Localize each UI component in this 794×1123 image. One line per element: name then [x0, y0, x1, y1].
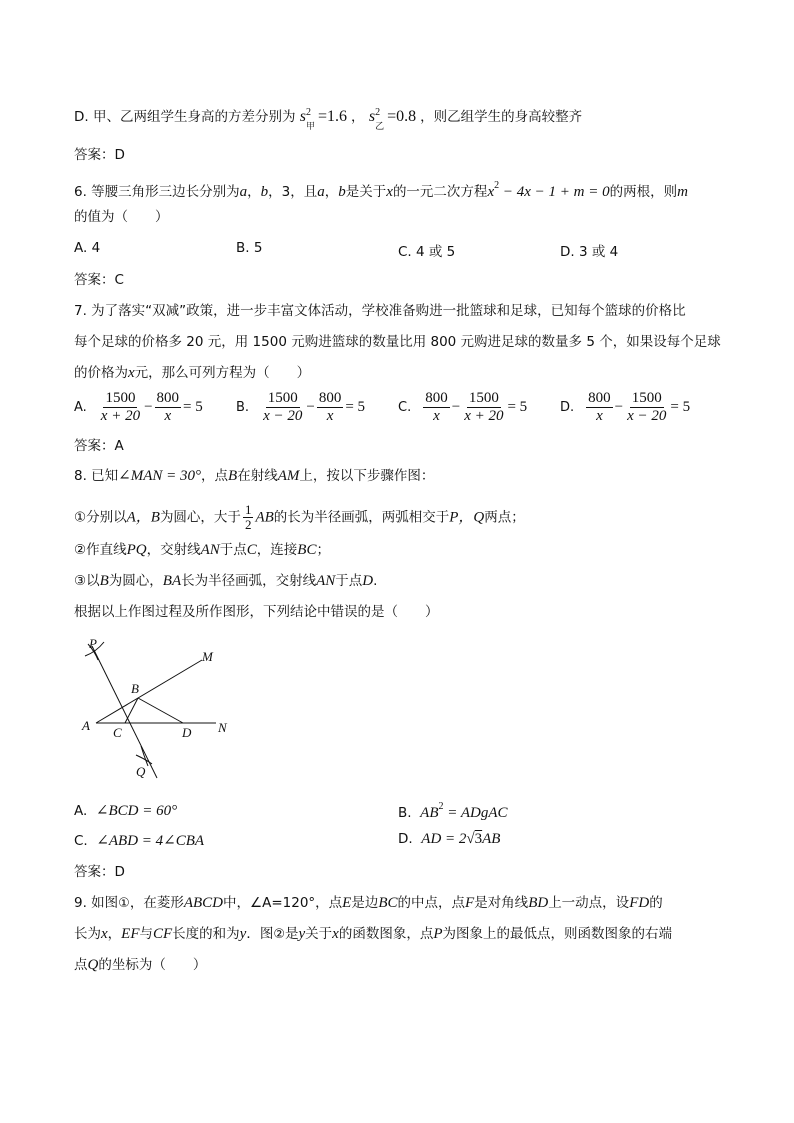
half: [243, 503, 254, 532]
var-m: m: [677, 184, 688, 200]
label: C.: [74, 833, 88, 849]
t: 为圆心，: [108, 573, 163, 589]
circled-1: ①: [118, 896, 130, 911]
t: 的中点，点: [397, 895, 466, 911]
sqrt-sign: √: [466, 831, 475, 847]
angle: ∠A=120°: [250, 895, 316, 911]
angle: ∠MAN = 30°: [118, 468, 202, 484]
ray: AN: [200, 542, 220, 558]
pts: P，Q: [449, 509, 485, 526]
t: 是: [285, 926, 299, 942]
ray: AM: [277, 468, 300, 484]
seg: CF: [153, 926, 173, 942]
q8-line1: [74, 467, 434, 485]
label-p: P: [89, 636, 97, 651]
seg: EF: [121, 926, 140, 942]
q7-option-d: [560, 390, 690, 425]
value: =0.8: [387, 108, 417, 125]
s-symbol: s: [368, 108, 376, 125]
label: B.: [398, 805, 412, 821]
q7-line1: 7. 为了落实“双减”政策，进一步丰富文体活动，学校准备购进一批篮球和足球，已知每个篮球的价格比: [74, 303, 686, 319]
pt: D: [362, 573, 374, 589]
q8-step1: [74, 503, 525, 532]
expr: [420, 801, 508, 821]
supsub: [375, 107, 387, 132]
var-b: b: [338, 184, 346, 200]
label-m: M: [202, 649, 213, 664]
circled-2: ②: [273, 927, 285, 942]
label: D.: [560, 400, 575, 415]
minus: −: [306, 399, 315, 415]
ad: AD = 2: [421, 831, 467, 847]
q7-option-c: [398, 390, 527, 425]
num: 1500: [267, 390, 298, 406]
seg: AB: [255, 509, 274, 526]
label-a: A: [82, 718, 90, 733]
minus: −: [451, 399, 461, 415]
t: ，3，且: [268, 184, 318, 200]
value: =1.6: [318, 108, 348, 125]
var-x: x: [386, 184, 393, 200]
label-b: B: [131, 681, 139, 696]
q8-answer: 答案：D: [74, 864, 125, 880]
q7-answer: 答案：A: [74, 438, 124, 454]
num: 1500: [468, 390, 499, 406]
line: PQ: [126, 542, 147, 558]
label: A.: [74, 803, 88, 819]
var-y: y: [298, 926, 306, 942]
q7-line2: 每个足球的价格多 20 元，用 1500 元购进篮球的数量比用 800 元购进足球的数量多 5 个，如果设每个足球: [74, 334, 721, 350]
t: 于点: [335, 573, 363, 589]
q6-line2: 的值为（ ）: [74, 209, 169, 225]
t: 中，: [223, 895, 250, 911]
var-y: y: [239, 926, 247, 942]
t: 长为: [74, 926, 101, 942]
fraction: [423, 390, 450, 425]
seg-bd: [138, 698, 183, 723]
t: ③以: [74, 573, 100, 589]
num: 800: [588, 390, 611, 406]
num: 800: [425, 390, 448, 406]
label-n: N: [218, 720, 227, 735]
option-tail: ，则乙组学生的身高较整齐: [420, 109, 583, 125]
var-x: x: [101, 926, 108, 942]
t: 长度的和为: [172, 926, 240, 942]
shape: ABCD: [183, 895, 223, 911]
radicand: 3: [474, 831, 483, 847]
eq-x: x: [487, 184, 495, 200]
sub: 乙: [375, 121, 385, 132]
q7-line3: [74, 364, 310, 382]
fraction: [586, 390, 613, 425]
q8-option-c: [74, 831, 204, 850]
var-a: a: [317, 184, 325, 200]
t: 是关于: [345, 184, 387, 200]
num: 1500: [631, 390, 662, 406]
sup: 2: [494, 180, 500, 191]
q6-option-d: D. 3 或 4: [560, 244, 619, 260]
expr: [421, 831, 500, 847]
equals: = 5: [507, 399, 528, 415]
t: 的长为半径画弧，两弧相交于: [273, 509, 450, 526]
pt: E: [342, 895, 352, 911]
t: 的函数图象，点: [338, 926, 434, 942]
equals: = 5: [670, 399, 691, 415]
rest: = ADgAC: [443, 805, 508, 821]
seg: BC: [297, 542, 317, 558]
t: 关于: [305, 926, 333, 942]
ray-am: [96, 660, 202, 723]
t: 8. 已知: [74, 468, 119, 484]
t: 长为半径画弧，交射线: [181, 573, 317, 589]
minus: −: [144, 399, 153, 415]
pt: F: [465, 895, 475, 911]
t: ，点: [315, 895, 343, 911]
line-pq: [92, 646, 157, 778]
q9-line3: [74, 956, 206, 974]
q9-line1: [74, 894, 663, 913]
supsub: [306, 107, 318, 132]
q7-option-b: [236, 390, 365, 425]
q6-option-b: B. 5: [236, 240, 263, 256]
t: ．图: [246, 926, 274, 942]
var-a: a: [239, 184, 248, 200]
pt: B: [99, 573, 109, 589]
t: 是边: [351, 895, 379, 911]
label-c: C: [113, 725, 122, 740]
t: 的: [649, 895, 663, 911]
t: ，点: [201, 468, 229, 484]
equals: = 5: [183, 399, 203, 415]
den: x + 20: [100, 408, 141, 424]
t: 与: [139, 926, 153, 942]
variance-yi: [368, 107, 420, 132]
q6-line1: [74, 177, 688, 201]
pt: P: [433, 926, 443, 942]
den: x − 20: [627, 408, 667, 424]
seg: BD: [528, 895, 549, 911]
q8-option-a: [74, 801, 177, 820]
sup: 2: [375, 107, 381, 119]
t: ，: [247, 184, 261, 200]
fraction: [155, 390, 182, 425]
t: 的两根，则: [609, 184, 678, 200]
q6-option-c: C. 4 或 5: [398, 244, 456, 260]
den: x: [433, 408, 440, 424]
t: ；: [316, 542, 330, 558]
equals: = 5: [345, 399, 366, 415]
ab: AB: [420, 805, 439, 821]
sub: 甲: [306, 121, 316, 132]
expr: ∠BCD = 60°: [95, 803, 178, 819]
t: ，交射线: [146, 542, 201, 558]
t: ①分别以: [74, 509, 127, 526]
t: 是对角线: [474, 895, 529, 911]
fraction: [625, 390, 668, 425]
t: ，: [107, 926, 122, 942]
den: x: [596, 408, 603, 424]
t: 9. 如图: [74, 895, 119, 911]
label: B.: [236, 400, 250, 415]
fraction: [317, 390, 344, 425]
den: 2: [244, 517, 252, 532]
t: 为图象上的最低点，则函数图象的右端: [442, 926, 673, 942]
label: A.: [74, 400, 87, 415]
q6-option-a: A. 4: [74, 240, 101, 256]
t: ，在菱形: [129, 895, 184, 911]
q8-step3: [74, 572, 377, 590]
ray: AN: [316, 573, 336, 589]
q8-step2: [74, 541, 330, 559]
arc-q2: [141, 746, 148, 766]
label-q: Q: [136, 764, 146, 779]
ab: AB: [482, 831, 501, 847]
den: x: [326, 408, 334, 424]
sup: 2: [306, 107, 312, 119]
comma: ，: [351, 109, 365, 125]
num: 1: [244, 502, 252, 517]
t: 上一动点，设: [548, 895, 630, 911]
pts: A，B: [126, 509, 160, 526]
t: 在射线: [237, 468, 278, 484]
den: x − 20: [263, 408, 303, 424]
q8-question: 根据以上作图过程及所作图形，下列结论中错误的是（ ）: [74, 604, 439, 620]
minus: −: [614, 399, 624, 415]
variance-jia: [299, 107, 351, 132]
label-d: D: [182, 725, 192, 740]
pt: C: [246, 542, 257, 558]
var-x: x: [128, 365, 135, 381]
q8-option-b: [398, 801, 508, 822]
fraction: [462, 390, 505, 425]
t: ，: [324, 184, 339, 200]
s-symbol: s: [299, 108, 307, 125]
t: 点: [74, 957, 88, 973]
t: 于点: [219, 542, 247, 558]
seg: BA: [162, 573, 182, 589]
fraction: [261, 390, 304, 425]
num: 800: [318, 390, 342, 406]
t: ，连接: [256, 542, 298, 558]
t: 上，按以下步骤作图：: [299, 468, 435, 484]
pt: B: [228, 468, 238, 484]
prev-option-d: [74, 107, 583, 132]
equation: [487, 180, 610, 200]
seg: BC: [378, 895, 398, 911]
label: C.: [398, 400, 412, 415]
t: ②作直线: [74, 542, 127, 558]
den: x: [164, 408, 172, 424]
q7-option-a: [74, 390, 203, 425]
q8-geometry-figure: [78, 636, 238, 784]
num: 1500: [105, 390, 136, 406]
t: 的坐标为（ ）: [98, 957, 207, 973]
q9-line2: [74, 925, 672, 944]
option-text: D. 甲、乙两组学生身高的方差分别为: [74, 109, 296, 125]
q8-option-d: [398, 831, 500, 848]
t: 的一元二次方程: [392, 184, 488, 200]
expr: ∠ABD = 4∠CBA: [96, 833, 205, 849]
eq-rest: − 4x − 1 + m = 0: [499, 184, 610, 200]
t: 元，那么可列方程为（ ）: [134, 365, 311, 381]
t: 两点；: [484, 509, 525, 526]
sup: 2: [438, 801, 444, 812]
var-x: x: [332, 926, 339, 942]
den: x + 20: [464, 408, 504, 424]
pt: Q: [87, 957, 99, 973]
num: 800: [156, 390, 180, 406]
t: 的价格为: [74, 365, 128, 381]
answer-prev: 答案：D: [74, 147, 125, 163]
q6-answer: 答案：C: [74, 272, 124, 288]
t: 为圆心，大于: [159, 509, 241, 526]
t: 6. 等腰三角形三边长分别为: [74, 184, 240, 200]
t: .: [373, 573, 378, 589]
var-b: b: [260, 184, 269, 200]
label: D.: [398, 831, 413, 847]
seg: FD: [629, 895, 650, 911]
fraction: [99, 390, 142, 425]
